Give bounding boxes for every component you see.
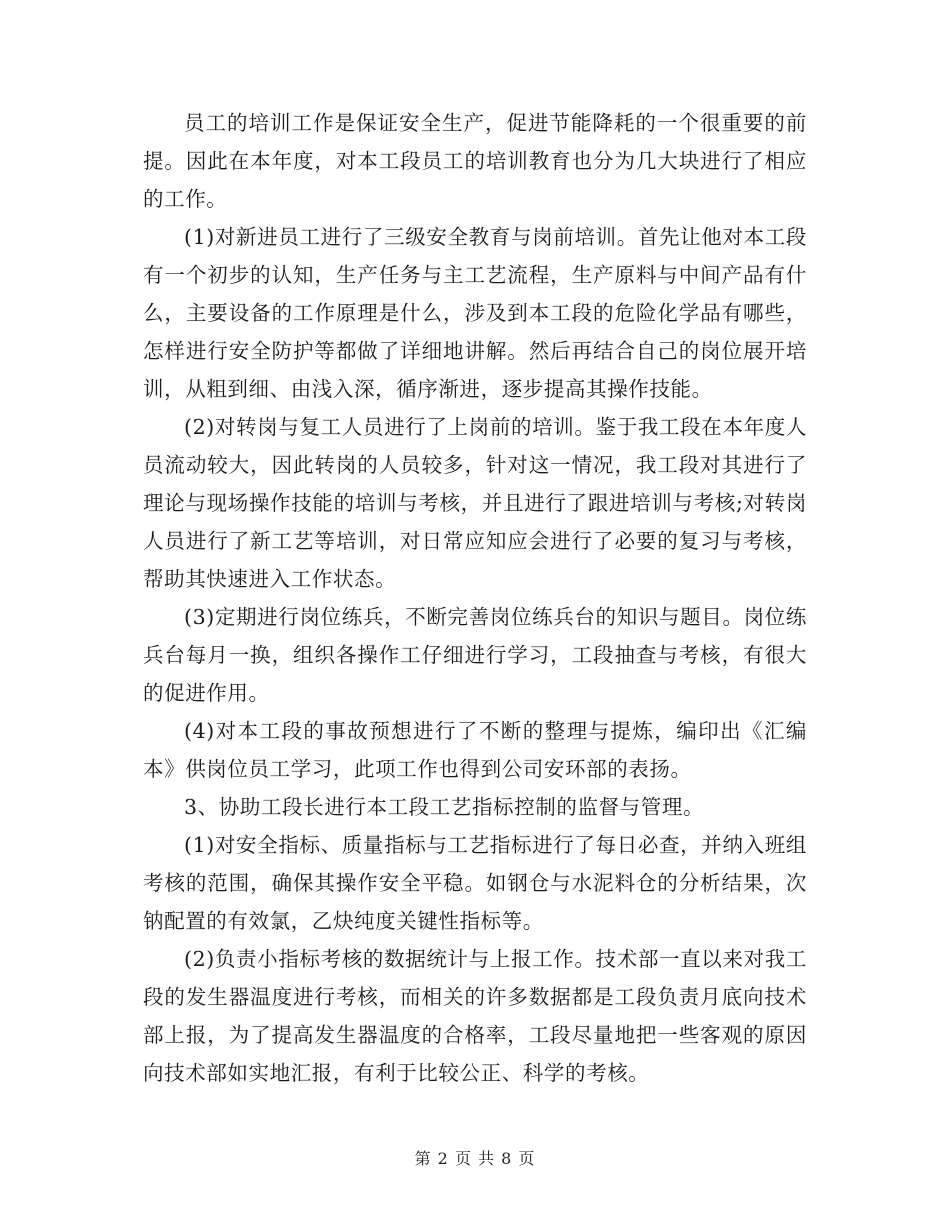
paragraph-data-reporting: (2)负责小指标考核的数据统计与上报工作。技术部一直以来对我工段的发生器温度进行考核，而相关的许多数据都是工段负责月底向技术部上报，为了提高发生器温度的合格率，工段尽量地把一些客观的原因向技术部如实地汇报，有利于比较公正、科学的考核。 <box>143 947 807 1085</box>
paragraph-transfer-staff-training: (2)对转岗与复工人员进行了上岗前的培训。鉴于我工段在本年度人员流动较大，因此转岗的人员较多，针对这一情况，我工段对其进行了理论与现场操作技能的培训与考核，并且进行了跟进培训与考核;对转岗人员进行了新工艺等培训，对日常应知应会进行了必要的复习与考核，帮助其快速进入工作状态。 <box>143 415 807 591</box>
paragraph-training-intro: 员工的培训工作是保证安全生产，促进节能降耗的一个很重要的前提。因此在本年度，对本工段员工的培训教育也分为几大块进行了相应的工作。 <box>143 111 807 211</box>
paragraph-new-staff-training: (1)对新进员工进行了三级安全教育与岗前培训。首先让他对本工段有一个初步的认知，生产任务与主工艺流程，生产原料与中间产品有什么，主要设备的工作原理是什么，涉及到本工段的危险化学品有哪些，怎样进行安全防护等都做了详细地讲解。然后再结合自己的岗位展开培训，从粗到细、由浅入深，循序渐进，逐步提高其操作技能。 <box>143 225 807 401</box>
page-number-footer: 第 2 页 共 8 页 <box>414 1149 536 1168</box>
paragraph-daily-checks: (1)对安全指标、质量指标与工艺指标进行了每日必查，并纳入班组考核的范围，确保其操作安全平稳。如钢仓与水泥料仓的分析结果，次钠配置的有效氯，乙炔纯度关键性指标等。 <box>143 833 807 933</box>
document-body <box>143 104 807 1092</box>
paragraph-skill-drills: (3)定期进行岗位练兵，不断完善岗位练兵台的知识与题目。岗位练兵台每月一换，组织各操作工仔细进行学习，工段抽查与考核，有很大的促进作用。 <box>143 605 807 705</box>
section-heading-process-control: 3、协助工段长进行本工段工艺指标控制的监督与管理。 <box>184 795 705 819</box>
paragraph-accident-scenarios: (4)对本工段的事故预想进行了不断的整理与提炼，编印出《汇编本》供岗位员工学习，此项工作也得到公司安环部的表扬。 <box>143 719 807 781</box>
